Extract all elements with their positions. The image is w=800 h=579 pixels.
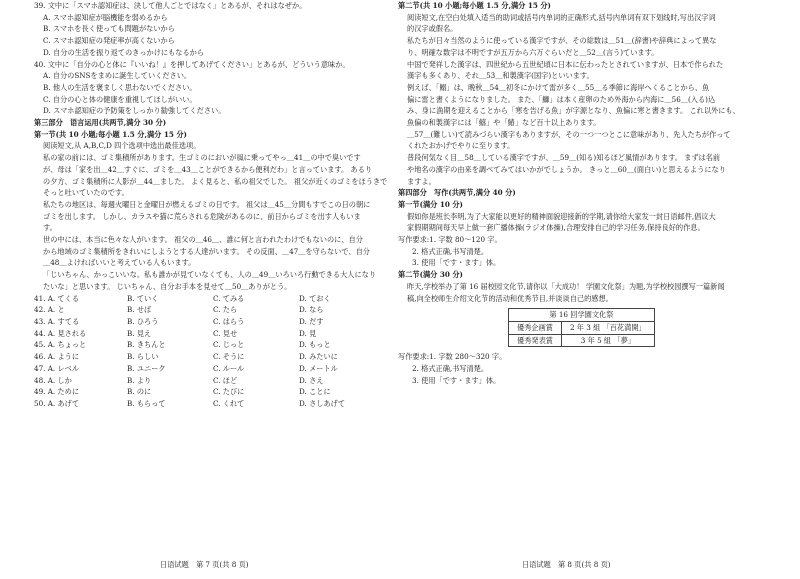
text-line: ゴミを出します。 しかし、カラスや猫に荒らされる危険があるのに、前日からゴミを出す人もいま: [43, 211, 361, 221]
text-line: み、身に漁期を迎えることから「寒を告げる魚」が字源となり、魚偏に寒と書きます。 これ以外にも、: [407, 106, 740, 116]
option: 43. A. すてる: [34, 316, 80, 326]
option: C. はらう: [213, 316, 245, 326]
option: C. じっと: [213, 340, 245, 350]
option: B. ていく: [127, 293, 159, 303]
text-line: 3. 使用「です・ます」体。: [412, 375, 501, 385]
text-line: が、母は「家を出＿42＿すぐに、ゴミを＿43＿ことができるから便利だわ」と言っています。 あるり: [43, 164, 373, 174]
option-row: [34, 293, 406, 305]
text-line: ＿57＿(難しい)て読みづらい漢字もありますが、その一つ一つとこに意味があり、先人たちが作って: [407, 129, 731, 139]
option: B. ユニーク: [127, 363, 166, 373]
option: D. さしあげて: [299, 398, 346, 408]
option: 47. A. レベル: [34, 363, 80, 373]
option: C. たら: [213, 305, 238, 315]
text-line: C. スマホ認知症の発症率が高くないから: [43, 36, 175, 46]
text-line: 世の中には、本当に色々な人がいます。 祖父の＿46＿、誰に何と言われたわけでもないのに、自分: [43, 235, 363, 245]
option: B. より: [127, 375, 152, 385]
text-line: 漢字も多くあり、それ＿53＿和製漢字(国字)といいます。: [407, 71, 594, 81]
option: 42. A. と: [34, 305, 65, 315]
text-line: A. 自分のSNSをまめに誕生していください。: [43, 71, 192, 81]
text-line: 昨天,学校举办了第 16 届校园文化节,请你以「大成功！ 学園文化祭」为题,为学校校园撰写一篇新闻: [407, 281, 725, 291]
text-line: たいな」と思います。 じいちゃん、自分お手本を見せて＿50＿ありがとう。: [43, 281, 292, 291]
text-line: 39. 文中に「スマホ認知症は、決して他人ごとではなく」とあるが、それはなぜか。: [34, 1, 307, 10]
text-line: 假如你是班长李明,为了大家能以更好的精神面貌迎接新的学期,请你给大家发一封日语邮件,倡议大: [407, 211, 716, 221]
text-line: 第四部分 写作(共两节,满分 40 分): [398, 188, 516, 198]
option: B. のに: [127, 387, 152, 397]
left-text-block: [34, 0, 406, 293]
option: D. みたいに: [299, 352, 338, 362]
option-row: [34, 304, 406, 316]
table-cell: 優秀発表賞: [509, 334, 562, 347]
option: 48. A. しか: [34, 375, 72, 385]
option: 41. A. てくる: [34, 293, 80, 303]
left-page: [34, 0, 406, 410]
text-line: 第一节(满分 10 分): [398, 199, 463, 209]
option-row: [34, 398, 406, 410]
text-line: 私の家の前には、ゴミ集積所があります。生ゴミのにおいが風に乗ってやっ＿41＿の中で臭いです: [43, 153, 361, 163]
text-line: 阅读短文,在空白处填入适当的助词或括号内单词的正确形式,括号内单词有双下划线时,写出汉字词: [407, 12, 716, 22]
text-line: 私たちが日々当然のように使っている漢字ですが、その総数は＿51＿(辞書)や辞典によって異な: [407, 36, 717, 46]
option: C. くれて: [213, 398, 245, 408]
text-line: 写作要求:1. 字数 280～320 字。: [398, 352, 507, 362]
text-line: ＿48＿よければいいと考えている人もいます。: [43, 258, 196, 268]
option: D. ておく: [299, 293, 331, 303]
option: C. 見せ: [213, 328, 238, 338]
text-line: 2. 格式正确,书写清楚。: [412, 246, 489, 256]
option: D. なら: [299, 305, 324, 315]
text-line: 私たちの地区は、毎週火曜日と金曜日が燃えるゴミの日です。 祖父は＿45＿分間もすでこの日の朝に: [43, 199, 371, 209]
text-line: 普段何気なく目＿58＿している漢字ですが、＿59＿(知る)知るほど風情があります。 まずは名前: [407, 153, 721, 163]
option-row: [34, 363, 406, 375]
option: D. 見: [299, 328, 317, 338]
text-line: 的汉字或假名。: [407, 24, 458, 34]
option-row: [34, 375, 406, 387]
option: C. ほど: [213, 375, 238, 385]
option-row: [34, 328, 406, 340]
option: 45. A. ちょっと: [34, 340, 87, 350]
text-line: 例えば、「鰯」は、晩秋＿54＿初冬にかけて雷が多く＿55＿る季節に海岸へくることから、魚: [407, 82, 710, 92]
text-line: 中国で発祥した漢字は、四世紀から五世紀頃に日本に伝わったとされていますが、日本で作られた: [407, 59, 724, 69]
text-line: B. スマホを長く使っても問題がないから: [43, 24, 175, 34]
text-line: 写作要求:1. 字数 80～120 字。: [398, 235, 502, 245]
text-line: 偏に雷と書くようになりました。 また、「鰤」は本く産卵のため外海から内海に＿56＿(入る)込: [407, 94, 716, 104]
text-line: 「じいちゃん、かっこいいな。私も誰かが見ていなくても、人の＿49＿いろいろ行動できる大人になり: [43, 270, 377, 280]
option: D. だす: [299, 316, 324, 326]
option: B. もらって: [127, 398, 166, 408]
table-title: 第 16 回学園文化祭: [509, 309, 655, 322]
option: 50. A. あげて: [34, 398, 80, 408]
right-footer: 日语试题 第 8 页(共 8 页): [522, 560, 611, 569]
text-line: B. 他人の生活を褒ましく思わないでください。: [43, 82, 197, 92]
text-line: 稿,向全校师生介绍文化节的活动和优秀节目,并谈谈自己的感想。: [407, 293, 613, 303]
option: B. きちんと: [127, 340, 166, 350]
option: C. ルール: [213, 363, 245, 373]
text-line: くれたおかげでやりに至ります。: [407, 141, 515, 151]
option: 49. A. ために: [34, 387, 80, 397]
text-line: 40. 文中に「自分の心と体に『いいね！』を押してあげてください」とあるが、どういう意味か。: [34, 59, 350, 69]
text-line: 第二节(共 10 小题;每小题 1.5 分,满分 15 分): [398, 1, 551, 10]
text-line: 家假期期间每天早上做一套广播体操(ラジオ体操),合理安排自己的学习任务,保持良好的作息。: [407, 223, 705, 233]
text-line: から地域のゴミ集積所をきれいにしようとする人達がいます。 その反面、＿47＿を守らないで、自分: [43, 246, 370, 256]
text-line: A. スマホ認知症が脳機能を弱めるから: [43, 12, 168, 22]
left-footer: 日语试题 第 7 页(共 8 页): [160, 560, 249, 569]
option: C. そうに: [213, 352, 245, 362]
festival-table: [508, 308, 655, 347]
option-row: [34, 386, 406, 398]
text-line: す。: [43, 223, 57, 233]
text-line: や地名の漢字の由来を調べてみてはいかがでしょうか。 きっと＿60＿(面白い)と思えるようになり: [407, 164, 726, 174]
option: 44. A. 見される: [34, 328, 87, 338]
option-row: [34, 339, 406, 351]
text-line: C. 自分の心と体の健康を重視してほしがいい。: [43, 94, 197, 104]
table-cell: 3 年 5 組 「夢」: [561, 334, 654, 347]
text-line: 第一节(共 10 小题;每小题 1.5 分,满分 15 分): [34, 129, 187, 139]
table-cell: 2 年 3 組 「百花満開」: [561, 321, 654, 334]
text-line: ますよ。: [407, 176, 436, 186]
right-text-block-2: [398, 351, 772, 386]
text-line: D. 自分の生活を振り返てのきっかけにもなるから: [43, 47, 205, 57]
option-row: [34, 316, 406, 328]
options-block: [34, 293, 406, 410]
option: C. たびに: [213, 387, 245, 397]
option: D. もっと: [299, 340, 331, 350]
text-line: 3. 使用「です・ます」体。: [412, 258, 501, 268]
table-cell: 優秀企画賞: [509, 321, 562, 334]
text-line: D. スマホ認知症の予防策をしっかり勧強してください。: [43, 106, 226, 116]
text-line: 第三部分 语言运用(共两节,满分 30 分): [34, 118, 167, 128]
option: 46. A. ように: [34, 352, 80, 362]
text-line: 魚偏の和製漢字には「鱚」や「鰆」など百十以上あります。: [407, 118, 601, 128]
text-line: 2. 格式正确,书写清楚。: [412, 364, 489, 374]
text-line: り、明確な数字は不明ですが五万から六万ぐらいだと＿52＿(言う)ています。: [407, 47, 659, 57]
option: B. ひろう: [127, 316, 159, 326]
right-page: [398, 0, 772, 387]
option: B. 見え: [127, 328, 152, 338]
text-line: の夕方、ゴミ集積所に人影が＿44＿ました。 よく見ると、私の祖父でした。 祖父が近くのゴミをほうきで: [43, 176, 388, 186]
option: D. メートル: [299, 363, 338, 373]
right-text-block: [398, 0, 772, 304]
option-row: [34, 351, 406, 363]
text-line: 阅读短文,从 A,B,C,D 四个选项中选出最佳选项。: [43, 141, 201, 151]
option: D. さえ: [299, 375, 324, 385]
text-line: そっと吐いていたのです。: [43, 188, 129, 198]
text-line: 第二节(满分 30 分): [398, 270, 463, 280]
option: D. ことに: [299, 387, 331, 397]
option: B. らしい: [127, 352, 159, 362]
option: C. てみる: [213, 293, 245, 303]
option: B. せば: [127, 305, 152, 315]
